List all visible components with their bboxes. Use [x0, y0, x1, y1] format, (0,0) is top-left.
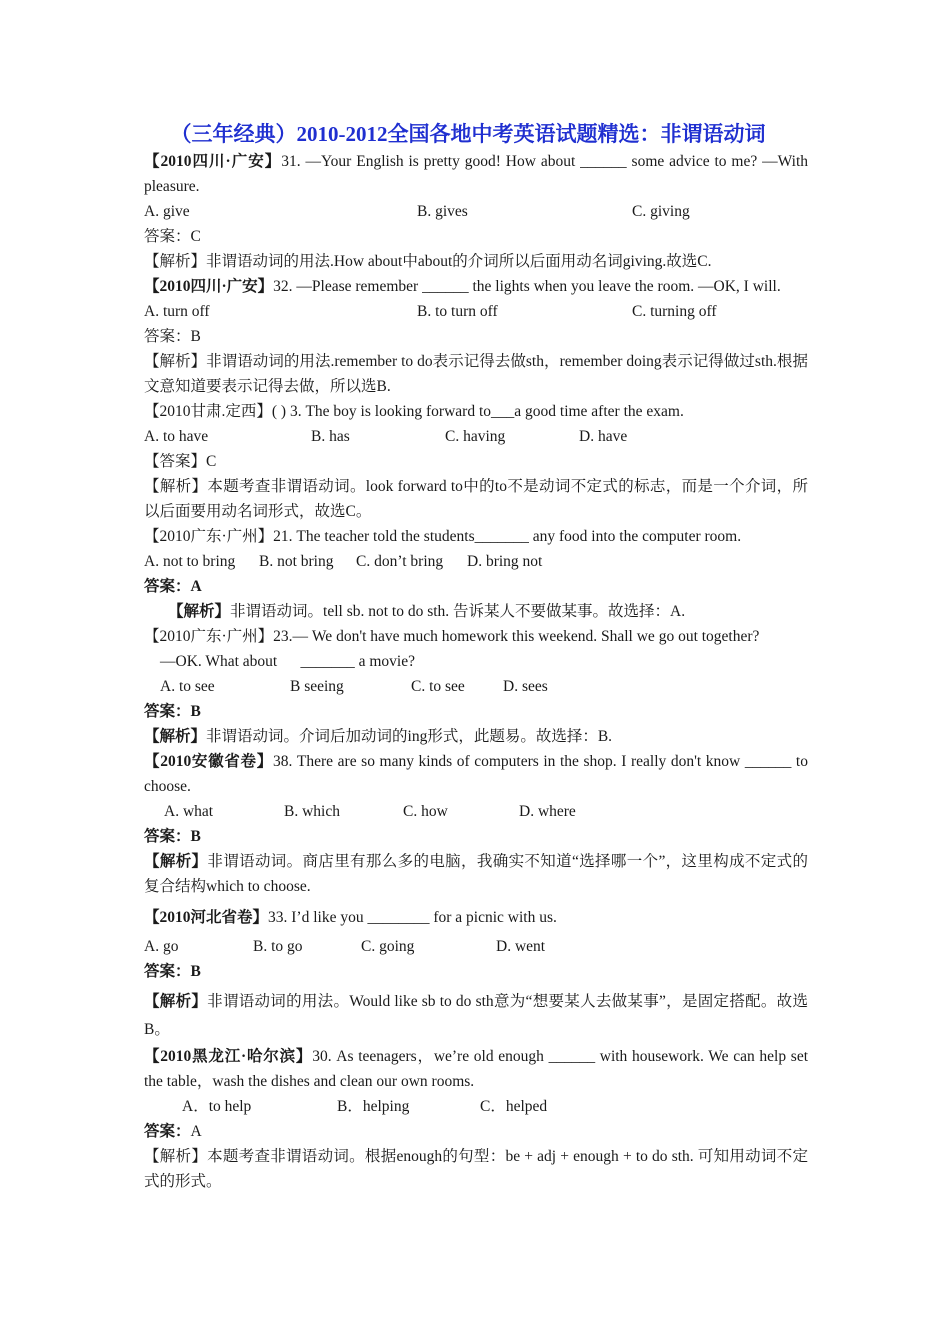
answer-label: 答案： — [144, 963, 191, 980]
question-source: 【2010安徽省卷】 — [144, 753, 273, 770]
option-row — [144, 799, 808, 824]
option-b: B seeing — [290, 678, 344, 695]
answer-label: 答案： — [144, 328, 191, 345]
analysis-line — [144, 349, 808, 399]
analysis-label: 【解析】 — [168, 603, 231, 620]
answer-value: B — [190, 703, 201, 720]
option-c: C. going — [361, 938, 415, 955]
answer-label: 答案： — [144, 703, 191, 720]
question-source: 【2010河北省卷】 — [144, 909, 269, 926]
question-38-anhui — [144, 749, 808, 799]
answer-value: A — [190, 1123, 202, 1140]
option-row — [144, 1094, 808, 1119]
option-b: B. not bring — [259, 553, 334, 570]
question-text: 21. The teacher told the students_______ any food into the computer room. — [273, 528, 742, 545]
answer-line — [144, 824, 808, 849]
option-d: D. went — [496, 938, 546, 955]
page-title: （三年经典）2010-2012全国各地中考英语试题精选：非谓语动词 — [170, 122, 766, 146]
option-row — [144, 934, 808, 959]
option-c: C. don’t bring — [356, 553, 444, 570]
answer-line — [144, 1119, 808, 1144]
question-source: 【2010四川·广安】 — [144, 153, 282, 170]
question-text-continued: —OK. What about _______ a movie? — [160, 653, 415, 670]
analysis-label: 【解析】 — [144, 1148, 208, 1165]
option-b: B. gives — [417, 203, 468, 220]
question-33-hebei — [144, 905, 808, 930]
analysis-text: 非谓语动词。商店里有那么多的电脑，我确实不知道“选择哪一个”，这里构成不定式的复合结构which to choose. — [144, 853, 808, 895]
option-a: A. to have — [144, 428, 209, 445]
option-c: C. having — [445, 428, 506, 445]
answer-line — [144, 574, 808, 599]
answer-label: 答案： — [144, 828, 191, 845]
option-a: A. give — [144, 203, 190, 220]
analysis-text: 本题考查非谓语动词。look forward to中的to不是动词不定式的标志，而是一个介词，所以后面要用动名词形式，故选C。 — [144, 478, 808, 520]
question-text: 31. —Your English is pretty good! How about ______ some advice to me? —With pleasure. — [144, 153, 808, 195]
option-row — [144, 299, 808, 324]
question-31-guangan — [144, 149, 808, 199]
option-c: C．helped — [480, 1098, 548, 1115]
analysis-text: 非谓语动词的用法。Would like sb to do sth意为“想要某人去做某事”，是固定搭配。故选B。 — [144, 993, 808, 1038]
option-c: C. how — [403, 803, 448, 820]
option-a: A. go — [144, 938, 179, 955]
analysis-line — [144, 988, 808, 1044]
question-text: 30. As teenagers，we’re old enough ______ with housework. We can help set the table，wash the dishes and clean our own rooms. — [144, 1048, 809, 1090]
answer-line — [144, 324, 808, 349]
analysis-label: 【解析】 — [144, 728, 207, 745]
question-source: 【2010广东·广州】 — [144, 528, 274, 545]
option-b: B．helping — [337, 1098, 410, 1115]
option-c: C. to see — [411, 678, 465, 695]
analysis-text: 非谓语动词。tell sb. not to do sth. 告诉某人不要做某事。故选择：A. — [230, 603, 686, 620]
option-a: A. what — [164, 803, 214, 820]
answer-line — [144, 699, 808, 724]
analysis-label: 【解析】 — [144, 353, 207, 370]
question-source: 【2010广东·广州】 — [144, 628, 274, 645]
option-d: D. sees — [503, 678, 548, 695]
answer-value: C — [190, 228, 201, 245]
question-source: 【2010四川·广安】 — [144, 278, 274, 295]
question-21-guangzhou — [144, 524, 808, 549]
analysis-line — [144, 474, 808, 524]
analysis-line — [144, 1144, 808, 1194]
answer-value: B — [190, 328, 201, 345]
question-text: 32. —Please remember ______ the lights when you leave the room. —OK, I will. — [273, 278, 781, 295]
question-text: 33. I’d like you ________ for a picnic with us. — [268, 909, 557, 926]
option-a: A. turn off — [144, 303, 210, 320]
option-c: C. turning off — [632, 303, 717, 320]
analysis-text: 非谓语动词的用法.remember to do表示记得去做sth，remember doing表示记得做过sth.根据文意知道要表示记得去做，所以选B. — [144, 353, 808, 395]
analysis-label: 【解析】 — [144, 993, 208, 1010]
answer-line — [144, 959, 808, 984]
analysis-label: 【解析】 — [144, 478, 208, 495]
question-23-guangzhou — [144, 624, 808, 649]
answer-value: B — [190, 828, 201, 845]
question-text: 38. There are so many kinds of computers in the shop. I really don't know ______ to choose. — [144, 753, 808, 795]
question-32-guangan — [144, 274, 808, 299]
option-b: B. which — [284, 803, 340, 820]
option-d: D. bring not — [467, 553, 543, 570]
option-b: B. has — [311, 428, 350, 445]
option-b: B. to turn off — [417, 303, 498, 320]
option-row — [144, 549, 808, 574]
answer-value: A — [190, 578, 202, 595]
answer-line — [144, 449, 808, 474]
question-source: 【2010黑龙江·哈尔滨】 — [144, 1048, 313, 1065]
analysis-line — [144, 724, 808, 749]
analysis-text: 非谓语动词。介词后加动词的ing形式，此题易。故选择：B. — [206, 728, 613, 745]
analysis-line — [144, 849, 808, 899]
answer-value: C — [206, 453, 217, 470]
answer-line — [144, 224, 808, 249]
option-a: A. not to bring — [144, 553, 236, 570]
option-d: D. have — [579, 428, 628, 445]
answer-label: 答案： — [144, 228, 191, 245]
document-page — [144, 120, 808, 1194]
answer-label: 答案： — [144, 1123, 191, 1140]
option-row — [144, 674, 808, 699]
option-d: D. where — [519, 803, 576, 820]
analysis-line — [144, 249, 808, 274]
option-row — [144, 424, 808, 449]
question-source: 【2010甘肃.定西】 — [144, 403, 272, 420]
question-text: 23.— We don't have much homework this weekend. Shall we go out together? — [273, 628, 760, 645]
question-3-dingxi — [144, 399, 808, 424]
option-a: A．to help — [182, 1098, 252, 1115]
option-b: B. to go — [253, 938, 303, 955]
analysis-label: 【解析】 — [144, 253, 207, 270]
analysis-label: 【解析】 — [144, 853, 208, 870]
question-text: ( ) 3. The boy is looking forward to___a good time after the exam. — [271, 403, 684, 420]
answer-label: 答案： — [144, 578, 191, 595]
option-a: A. to see — [160, 678, 215, 695]
analysis-text: 本题考查非谓语动词。根据enough的句型：be + adj + enough + to do sth. 可知用动词不定式的形式。 — [144, 1148, 808, 1190]
option-row — [144, 199, 808, 224]
question-30-harbin — [144, 1044, 808, 1094]
analysis-line — [144, 599, 808, 624]
answer-label: 【答案】 — [144, 453, 207, 470]
answer-value: B — [190, 963, 201, 980]
option-c: C. giving — [632, 203, 690, 220]
analysis-text: 非谓语动词的用法.How about中about的介词所以后面用动名词giving.故选C. — [206, 253, 712, 270]
